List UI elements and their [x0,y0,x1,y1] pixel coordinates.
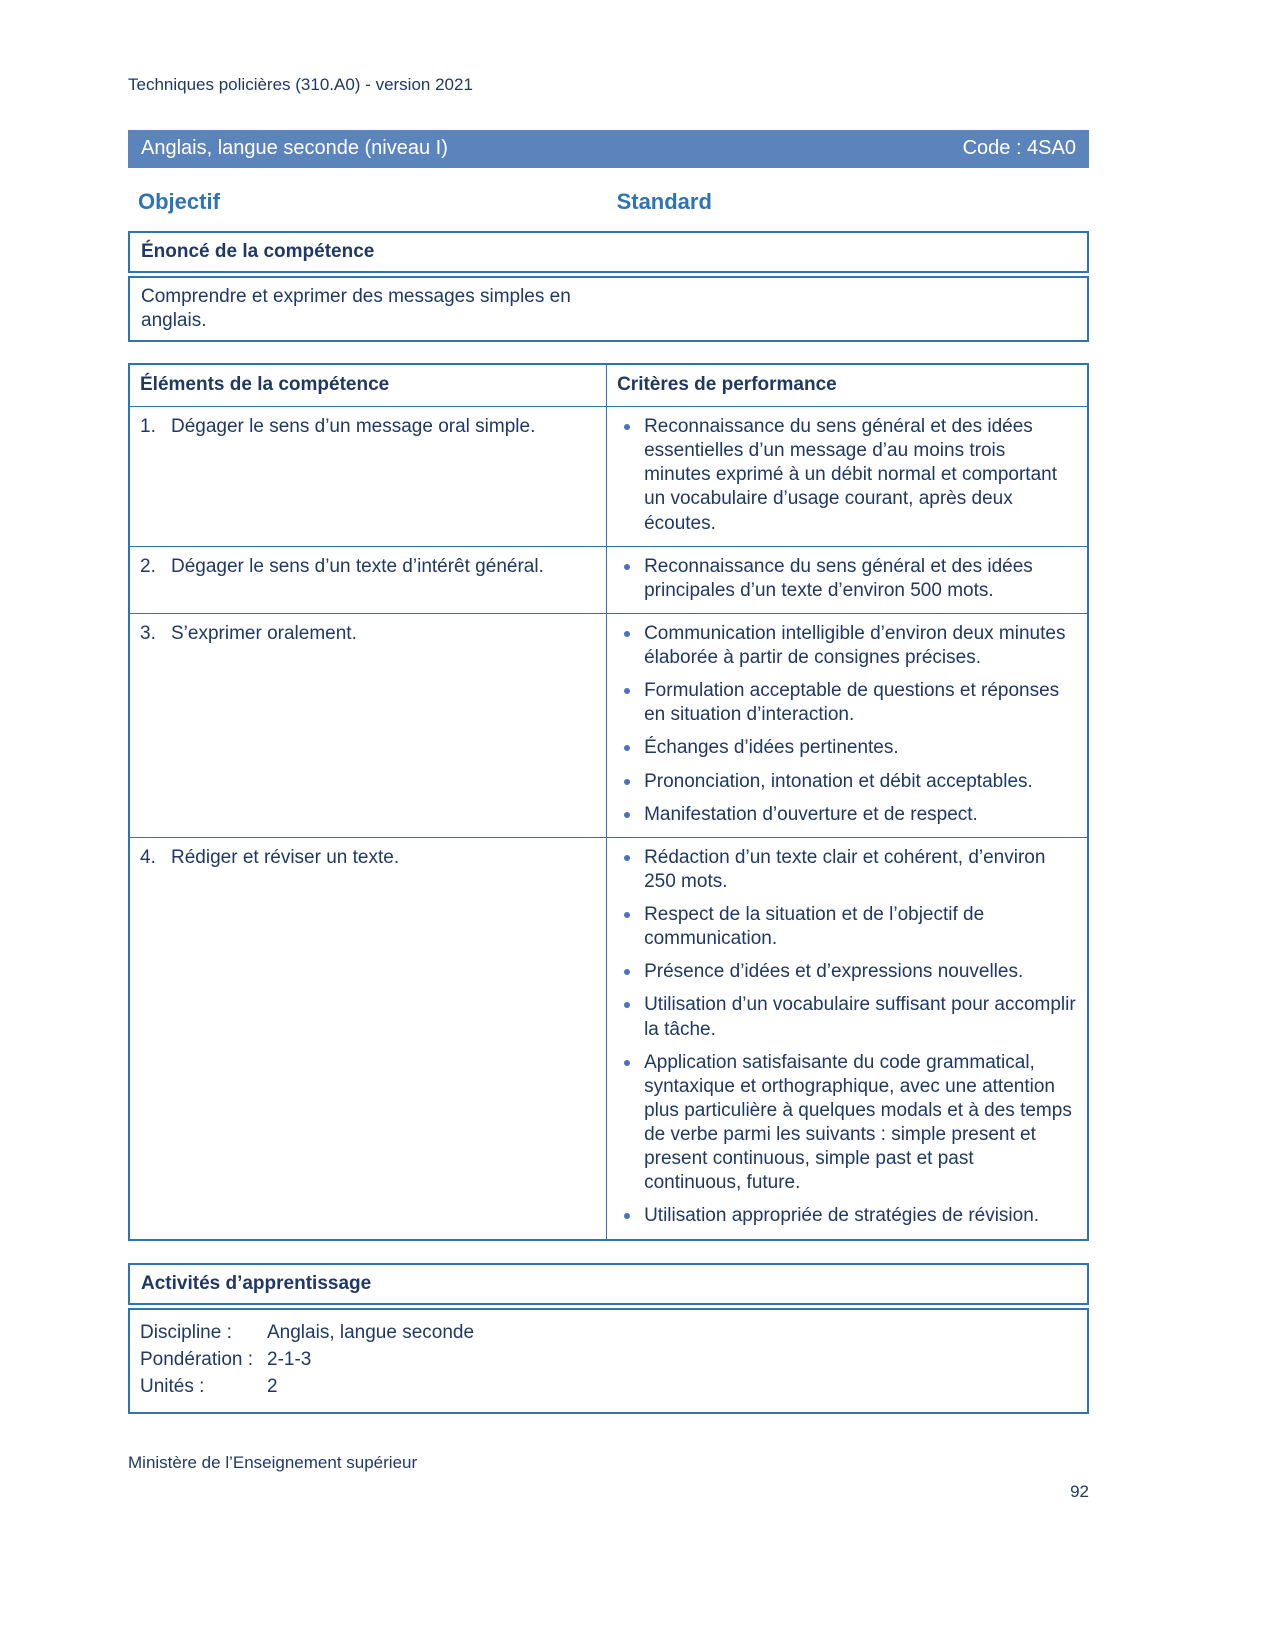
element-number: 1. [140,416,156,438]
ministry-text: Ministère de l’Enseignement supérieur [128,1453,418,1472]
element-cell [129,837,607,1239]
activities-title: Activités d’apprentissage [128,1263,1089,1305]
element-number: 4. [140,846,156,868]
criteria-item: Reconnaissance du sens général et des idées essentielles d’un message d’au moins trois minutes exprimé à un débit normal et comportant un vocabulaire d’usage courant, après deux écoutes. [617,415,1076,536]
activity-row [140,1346,1076,1373]
criteria-item: Rédaction d’un texte clair et cohérent, d’environ 250 mots. [617,846,1076,894]
activity-label: Unités : [140,1375,205,1397]
course-banner [128,130,1089,168]
criteria-item: Formulation acceptable de questions et réponses en situation d’interaction. [617,679,1076,727]
element-text: Dégager le sens d’un message oral simple. [171,416,536,438]
enonce-title: Énoncé de la compétence [128,231,1089,273]
element-text: S’exprimer oralement. [171,622,357,644]
table-row [129,613,1088,837]
criteria-item: Prononciation, intonation et débit acceptables. [617,770,1076,794]
activity-label: Pondération : [140,1348,254,1370]
activity-row [140,1373,1076,1400]
element-number: 3. [140,622,156,644]
criteria-item: Manifestation d’ouverture et de respect. [617,803,1076,827]
criteria-cell [607,613,1088,837]
element-cell [129,613,607,837]
criteria-cell [607,837,1088,1239]
criteria-list [617,622,1076,827]
criteria-item: Application satisfaisante du code grammatical, syntaxique et orthographique, avec une attention plus particulière à quelques modals et à des temps de verbe parmi les suivants : simple present et present continuous, simple past et past continuous, future. [617,1051,1076,1196]
criteria-item: Présence d’idées et d’expressions nouvelles. [617,960,1076,984]
document-header: Techniques policières (310.A0) - version 2021 [128,75,473,94]
criteria-list [617,846,1076,1229]
criteria-list [617,415,1076,536]
table-row [129,407,1088,547]
col-header-elements: Éléments de la compétence [129,364,607,407]
criteria-item: Utilisation d’un vocabulaire suffisant pour accomplir la tâche. [617,993,1076,1041]
course-title: Anglais, langue seconde (niveau I) [141,136,448,159]
criteria-list [617,555,1076,603]
criteria-item: Échanges d’idées pertinentes. [617,736,1076,760]
criteria-item: Utilisation appropriée de stratégies de révision. [617,1204,1076,1228]
activity-value: 2-1-3 [267,1348,312,1370]
element-cell [129,407,607,547]
column-headings [128,188,1089,216]
enonce-text: Comprendre et exprimer des messages simples en anglais. [141,285,571,331]
element-cell [129,546,607,613]
table-row [129,546,1088,613]
activity-row [140,1319,1076,1346]
criteria-item: Reconnaissance du sens général et des idées principales d’un texte d’environ 500 mots. [617,555,1076,603]
heading-objectif: Objectif [138,188,220,214]
enonce-section [128,231,1089,342]
activity-label: Discipline : [140,1321,232,1343]
table-row [129,837,1088,1239]
element-text: Dégager le sens d’un texte d’intérêt général. [171,555,544,577]
course-code: Code : 4SA0 [962,136,1076,159]
heading-standard: Standard [616,188,712,214]
activity-value: 2 [267,1375,278,1397]
activities-body [128,1308,1089,1414]
enonce-body [128,276,1089,342]
criteria-item: Respect de la situation et de l’objectif de communication. [617,903,1076,951]
table-header-row [129,364,1088,407]
competence-table [128,363,1089,1241]
criteria-cell [607,546,1088,613]
col-header-criteres: Critères de performance [607,364,1088,407]
criteria-cell [607,407,1088,547]
document-footer [128,1452,1089,1502]
page-number: 92 [1070,1481,1089,1501]
activity-value: Anglais, langue seconde [267,1321,475,1343]
element-text: Rédiger et réviser un texte. [171,846,400,868]
activities-section [128,1263,1089,1414]
element-number: 2. [140,555,156,577]
criteria-item: Communication intelligible d’environ deux minutes élaborée à partir de consignes précises. [617,622,1076,670]
